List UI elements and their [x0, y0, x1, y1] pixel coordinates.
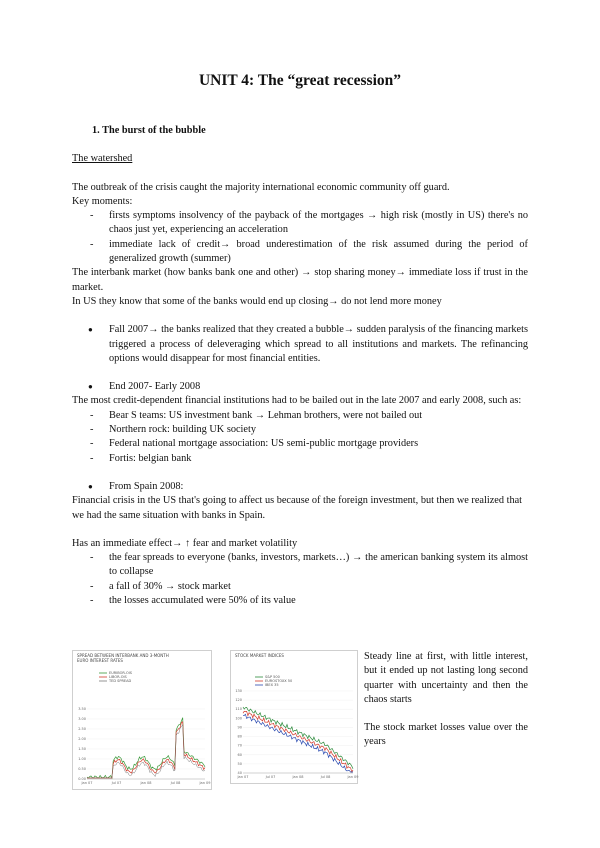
end-2007-bullet	[72, 380, 528, 394]
eurostoxx-line	[243, 711, 353, 772]
intro-paragraph: The outbreak of the crisis caught the majority international economic community off guard.	[72, 181, 450, 193]
stock-indices-figure	[230, 650, 358, 784]
legend-label: EUROSTOXX 50	[265, 679, 293, 684]
spain-paragraph: Financial crisis in the US that's going to affect us because of the foreign investment, but then we realized that we had the same situation with banks in Spain.	[72, 495, 523, 521]
key-moments-list	[72, 209, 528, 266]
list-item: - immediate lack of credit→ broad underestimation of the risk assumed during the period of generalized growth (summer)	[72, 238, 528, 267]
y-tick-label: 120	[235, 698, 242, 703]
subheading: The watershed	[72, 153, 133, 165]
figure-commentary	[364, 650, 528, 750]
x-tick-label: Jan 07	[81, 781, 93, 785]
y-tick-label: 70	[237, 743, 242, 748]
y-tick-label: 0.50	[78, 767, 86, 771]
x-tick-label: Jan 08	[140, 781, 152, 785]
y-tick-label: 3.00	[78, 717, 86, 721]
main-content	[72, 124, 528, 608]
sp500-line	[243, 707, 353, 769]
key-moments-label: Key moments:	[72, 195, 133, 207]
libor-ois-line	[87, 722, 205, 778]
x-tick-label: Jan 08	[292, 775, 304, 779]
spread-chart-title: SPREAD BETWEEN INTERBANK AND 3-MONTH EURO INTEREST RATES	[77, 653, 169, 663]
y-tick-label: 0.00	[78, 777, 86, 781]
legend-label: TED SPREAD	[109, 679, 132, 684]
ted-spread-line	[87, 725, 205, 778]
y-tick-label: 2.50	[78, 727, 86, 731]
list-item: ● Fall 2007→ the banks realized that they created a bubble→ sudden paralysis of the financing markets triggered a process of deleveraging which spread to all institutions and markets. The refinancing options would disappear for most financial entities.	[72, 323, 528, 366]
y-tick-label: 100	[235, 716, 242, 721]
effect-list	[72, 551, 528, 608]
effect-paragraph: Has an immediate effect→ ↑ fear and market volatility	[72, 537, 298, 549]
legend-label: LIBOR-OIS	[109, 675, 127, 680]
list-item: - the losses accumulated were 50% of its value	[72, 594, 528, 608]
y-tick-label: 1.50	[78, 747, 86, 751]
y-tick-label: 2.00	[78, 737, 86, 741]
bailout-paragraph: The most credit-dependent financial institutions had to be bailed out in the late 2007 and early 2008, such as:	[72, 395, 522, 407]
ibex35-line	[243, 714, 353, 772]
y-tick-label: 130	[235, 689, 242, 693]
x-tick-label: Jul 08	[170, 781, 181, 785]
y-tick-label: 60	[237, 752, 242, 757]
list-item: - Fortis: belgian bank	[72, 452, 528, 466]
x-tick-label: Jul 07	[265, 775, 276, 779]
bailout-list	[72, 409, 528, 466]
spain-2008-bullet	[72, 480, 528, 494]
y-tick-label: 90	[237, 725, 242, 730]
x-tick-label: Jul 07	[111, 781, 122, 785]
list-item: - a fall of 30% → stock market	[72, 580, 528, 594]
list-item: - Federal national mortgage association: US semi-public mortgage providers	[72, 437, 528, 451]
x-tick-label: Jul 08	[320, 775, 331, 779]
x-tick-label: Jan 07	[237, 775, 249, 779]
y-tick-label: 3.50	[78, 707, 86, 711]
interbank-paragraph: The interbank market (how banks bank one and other) → stop sharing money→ immediate loss if trust in the market.	[72, 267, 528, 293]
list-item: - Bear S teams: US investment bank → Lehman brothers, were not bailed out	[72, 409, 528, 423]
stock-indices-chart	[231, 651, 357, 783]
x-tick-label: Jan 09	[199, 781, 211, 785]
stock-indices-title: STOCK MARKET INDICES	[235, 653, 284, 658]
list-item: - the fear spreads to everyone (banks, investors, markets…) → the american banking system its almost to collapse	[72, 551, 528, 580]
spread-chart	[73, 651, 211, 789]
y-tick-label: 80	[237, 734, 242, 739]
legend-label: S&P 500	[265, 675, 280, 680]
list-item: ● From Spain 2008:	[72, 480, 528, 494]
list-item: ● End 2007- Early 2008	[72, 380, 528, 394]
commentary-paragraph-1: Steady line at first, with little interest, but it ended up not lasting long second quarter with uncertainty and then the chaos starts	[364, 651, 528, 705]
list-item: - firsts symptoms insolvency of the payback of the mortgages → high risk (mostly in US) there's no chaos just yet, experiencing an acceleration	[72, 209, 528, 238]
fall-2007-bullet	[72, 323, 528, 366]
y-tick-label: 110	[235, 707, 242, 712]
commentary-paragraph-2: The stock market losses value over the years	[364, 722, 528, 748]
list-item: - Northern rock: building UK society	[72, 423, 528, 437]
legend-label: IBEX 35	[265, 683, 279, 688]
page-title: UNIT 4: The “great recession”	[198, 72, 402, 89]
y-tick-label: 40	[237, 771, 242, 775]
spread-chart-figure	[72, 650, 212, 790]
y-tick-label: 50	[237, 761, 242, 766]
legend-label: EURIBOR-OIS	[109, 671, 132, 676]
y-tick-label: 1.00	[78, 757, 86, 761]
us-banks-paragraph: In US they know that some of the banks would end up closing→ do not lend more money	[72, 295, 442, 307]
section-heading: 1. The burst of the bubble	[92, 125, 206, 136]
x-tick-label: Jan 09	[347, 775, 359, 779]
